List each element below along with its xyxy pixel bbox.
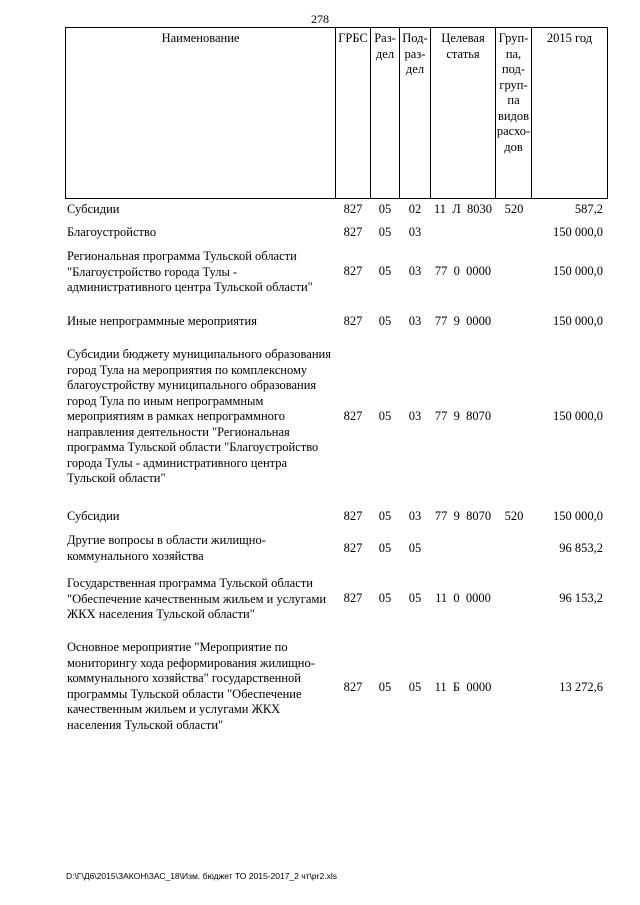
row-grbs: 827 <box>343 591 363 605</box>
header-podrazdel: Под- раз- дел <box>402 31 428 76</box>
row-podrazdel: 03 <box>408 509 422 523</box>
row-sum: 150 000,0 <box>553 314 603 328</box>
row-podrazdel: 03 <box>408 225 422 239</box>
row-podrazdel: 05 <box>408 591 422 605</box>
row-razdel: 05 <box>378 264 392 278</box>
row-grbs: 827 <box>343 202 363 216</box>
page-number: 278 <box>311 12 329 26</box>
file-path-footer: D:\Г\Д6\2015\ЗАКОН\ЗАС_18\Изм. бюджет ТО 2015-2017_2 чт\pr2.xls <box>66 871 337 881</box>
header-divider <box>531 28 532 198</box>
header-name: Наименование <box>161 31 240 45</box>
row-podrazdel: 02 <box>408 202 422 216</box>
row-sum: 150 000,0 <box>553 509 603 523</box>
row-celevaya: 77 9 0000 <box>434 314 492 328</box>
row-podrazdel: 03 <box>408 264 422 278</box>
row-sum: 96 153,2 <box>559 591 603 605</box>
row-name: Основное мероприятие "Мероприятие по мониторингу хода реформирования жилищно-коммунального хозяйства" государственной программы Тульской области "Обеспечение качественным жильем и услугами ЖКХ населения Тульской области" <box>67 640 315 732</box>
row-grbs: 827 <box>343 509 363 523</box>
row-sum: 96 853,2 <box>559 541 603 555</box>
row-name: Региональная программа Тульской области "Благоустройство города Тулы - административного центра Тульской области" <box>67 249 313 294</box>
row-gruppa: 520 <box>504 202 524 216</box>
row-podrazdel: 03 <box>408 409 422 423</box>
row-grbs: 827 <box>343 264 363 278</box>
header-divider <box>607 28 608 198</box>
row-name: Субсидии <box>67 202 120 216</box>
row-celevaya: 11 Л 8030 <box>433 202 492 216</box>
header-divider <box>335 28 336 198</box>
row-razdel: 05 <box>378 680 392 694</box>
row-razdel: 05 <box>378 509 392 523</box>
header-celevaya: Целевая статья <box>441 31 485 61</box>
row-razdel: 05 <box>378 314 392 328</box>
row-grbs: 827 <box>343 680 363 694</box>
row-name: Другие вопросы в области жилищно-коммунального хозяйства <box>67 533 266 563</box>
row-grbs: 827 <box>343 225 363 239</box>
row-razdel: 05 <box>378 591 392 605</box>
row-celevaya: 77 9 8070 <box>434 409 492 423</box>
row-razdel: 05 <box>378 541 392 555</box>
row-grbs: 827 <box>343 314 363 328</box>
row-celevaya: 11 0 0000 <box>435 591 491 605</box>
row-sum: 13 272,6 <box>559 680 603 694</box>
row-grbs: 827 <box>343 409 363 423</box>
row-sum: 150 000,0 <box>553 225 603 239</box>
table-header <box>65 27 608 199</box>
row-podrazdel: 05 <box>408 680 422 694</box>
row-name: Государственная программа Тульской области "Обеспечение качественным жильем и услугами ЖКХ населения Тульской области" <box>67 576 327 621</box>
row-podrazdel: 03 <box>408 314 422 328</box>
row-gruppa: 520 <box>504 509 524 523</box>
header-grbs: ГРБС <box>338 31 368 45</box>
row-celevaya: 11 Б 0000 <box>434 680 492 694</box>
header-gruppa: Груп- па, под- груп- па видов расхо- дов <box>496 31 531 154</box>
row-name: Иные непрограммные мероприятия <box>67 314 257 328</box>
row-name: Субсидии бюджету муниципального образования город Тула на мероприятия по комплексному благоустройству муниципального образования город Тула по иным непрограммным мероприятиям в рамках непрограммного направления деятельности "Региональная программа Тульской области "Благоустройство города Тулы - административного центра Тульской области" <box>67 347 331 485</box>
row-sum: 150 000,0 <box>553 264 603 278</box>
row-grbs: 827 <box>343 541 363 555</box>
row-name: Субсидии <box>67 509 120 523</box>
row-razdel: 05 <box>378 225 392 239</box>
row-sum: 587,2 <box>574 202 603 216</box>
row-celevaya: 77 9 8070 <box>434 509 492 523</box>
header-year: 2015 год <box>546 31 593 45</box>
row-razdel: 05 <box>378 202 392 216</box>
header-razdel: Раз- дел <box>374 31 396 61</box>
row-podrazdel: 05 <box>408 541 422 555</box>
row-razdel: 05 <box>378 409 392 423</box>
row-celevaya: 77 0 0000 <box>434 264 492 278</box>
header-divider <box>65 28 66 198</box>
row-name: Благоустройство <box>67 225 157 239</box>
row-sum: 150 000,0 <box>553 409 603 423</box>
